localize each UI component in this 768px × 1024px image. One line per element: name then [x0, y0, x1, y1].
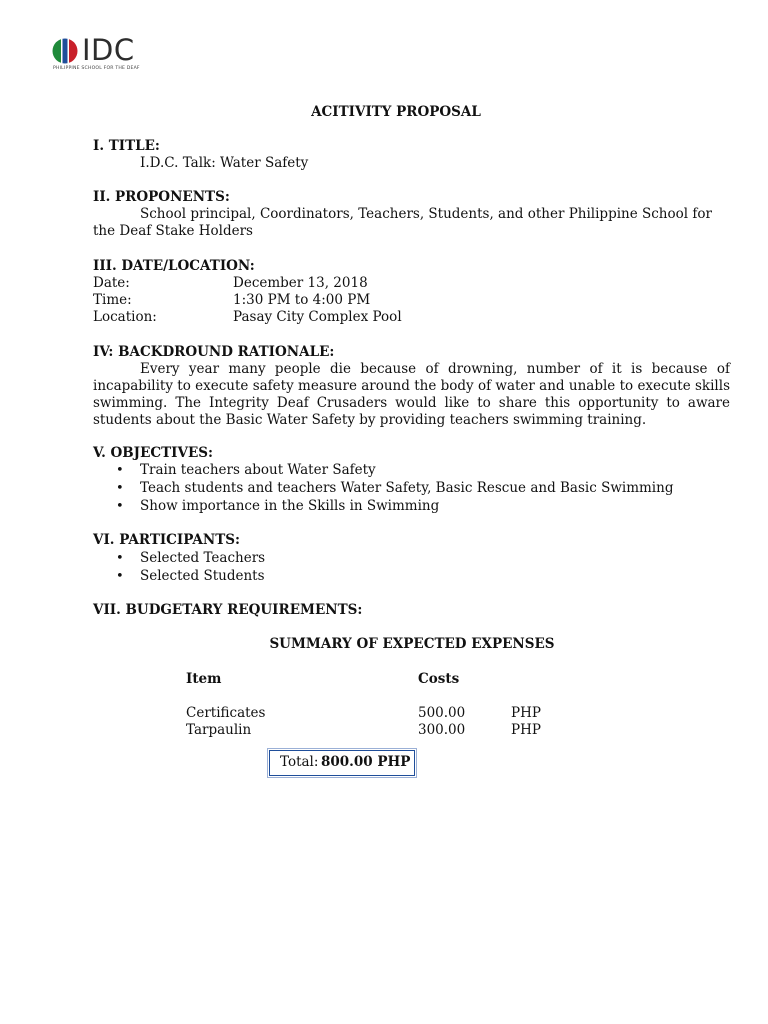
logo-subtitle: PHILIPPINE SCHOOL FOR THE DEAF — [53, 66, 140, 71]
section-objectives-heading: V. OBJECTIVES: — [93, 445, 213, 461]
idc-logo-mark — [52, 38, 78, 64]
section-participants-heading: VI. PARTICIPANTS: — [93, 532, 240, 548]
section-rationale-text: Every year many people die because of drowning, number of it is because of incapability to execute safety measure around the body of water and unable to execute skills swimming. The Integrity Deaf Crusaders would like to share this opportunity to aware students about the Basic Water Safety by providing teachers swimming training. — [93, 361, 730, 428]
objective-item: Teach students and teachers Water Safety, Basic Rescue and Basic Swimming — [140, 480, 674, 496]
section-title-heading: I. TITLE: — [93, 138, 160, 154]
bullet-icon: • — [116, 463, 124, 478]
date-label: Date: — [93, 275, 130, 291]
section-proponents-text: School principal, Coordinators, Teachers, Students, and other Philippine School for the Deaf Stake Holders — [93, 206, 712, 239]
bullet-icon: • — [116, 569, 124, 584]
section-proponents-heading: II. PROPONENTS: — [93, 189, 230, 205]
bullet-icon: • — [116, 499, 124, 514]
expense-item-name: Certificates — [186, 705, 266, 721]
objective-item: Train teachers about Water Safety — [140, 462, 376, 478]
section-date-location-heading: III. DATE/LOCATION: — [93, 258, 255, 274]
bullet-icon: • — [116, 551, 124, 566]
expenses-column-costs: Costs — [418, 671, 460, 687]
section-budget-heading: VII. BUDGETARY REQUIREMENTS: — [93, 602, 363, 618]
logo-brand-text: IDC — [82, 33, 135, 67]
date-value: December 13, 2018 — [233, 275, 368, 291]
expense-item-cost: 300.00 — [418, 722, 466, 738]
expense-item-name: Tarpaulin — [186, 722, 252, 738]
document-title: ACITIVITY PROPOSAL — [311, 104, 481, 120]
participant-item: Selected Teachers — [140, 550, 266, 566]
section-rationale-heading: IV: BACKDROUND RATIONALE: — [93, 344, 335, 360]
time-value: 1:30 PM to 4:00 PM — [233, 292, 371, 308]
participant-item: Selected Students — [140, 568, 265, 584]
total-label: Total: — [280, 754, 319, 770]
total-value: 800.00 PHP — [321, 754, 411, 770]
location-value: Pasay City Complex Pool — [233, 309, 402, 325]
objective-item: Show importance in the Skills in Swimming — [140, 498, 440, 514]
expense-item-cost: 500.00 — [418, 705, 466, 721]
location-label: Location: — [93, 309, 157, 325]
expense-item-currency: PHP — [511, 722, 541, 738]
expense-item-currency: PHP — [511, 705, 541, 721]
time-label: Time: — [93, 292, 132, 308]
section-title-text: I.D.C. Talk: Water Safety — [140, 155, 309, 171]
bullet-icon: • — [116, 481, 124, 496]
expenses-summary-title: SUMMARY OF EXPECTED EXPENSES — [269, 636, 555, 652]
expenses-column-item: Item — [186, 671, 222, 687]
